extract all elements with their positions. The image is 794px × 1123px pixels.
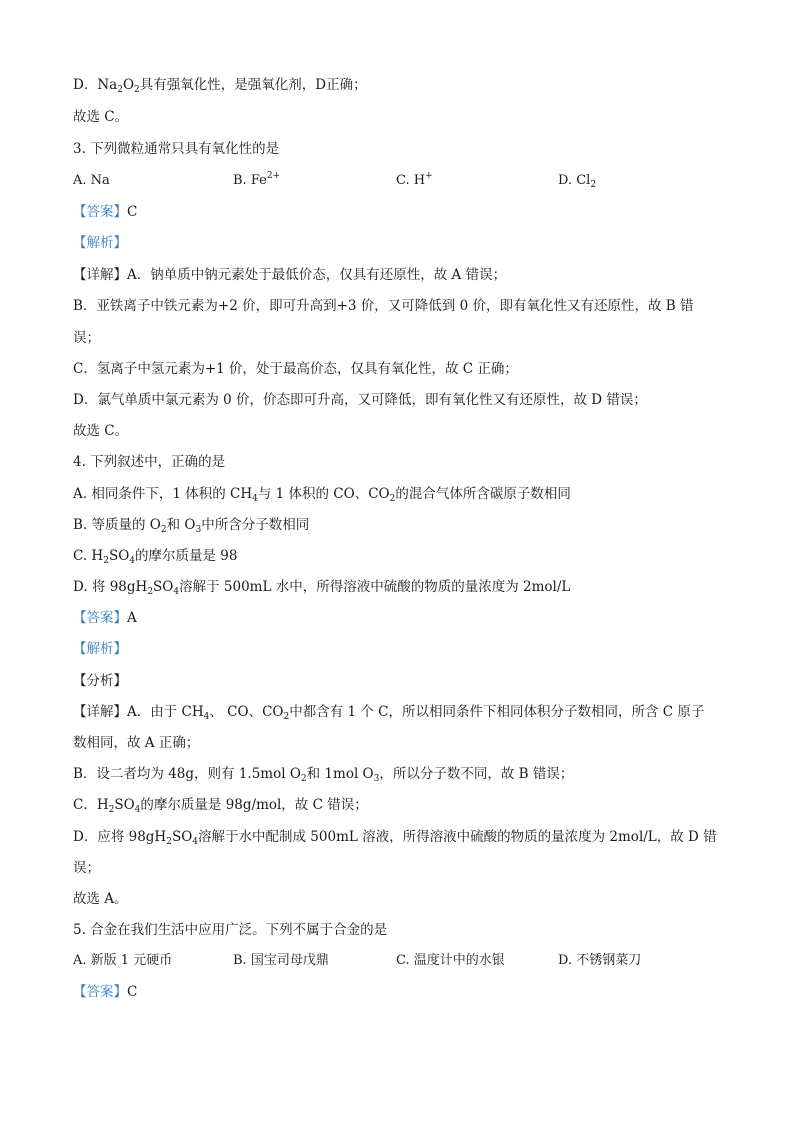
- q5-answer: 【答案】C: [73, 984, 138, 1000]
- q5-option-c: C. 温度计中的水银: [396, 953, 505, 968]
- answer-label: 【答案】: [73, 984, 127, 1000]
- q4-conclusion: 故选 A。: [73, 891, 128, 907]
- q3-detail-a: 【详解】A．钠单质中钠元素处于最低价态，仅具有还原性，故 A 错误；: [73, 267, 507, 283]
- answer-label: 【答案】: [73, 204, 127, 220]
- q4-option-a: A. 相同条件下，1 体积的 $CH_4$与 1 体积的 CO、$CO_2$的混合气体所含碳原子数相同: [73, 486, 571, 504]
- q3-stem: 3. 下列微粒通常只具有氧化性的是: [73, 141, 280, 157]
- q4-detail-d-line2: 误；: [73, 860, 100, 876]
- q3-option-a: A. Na: [73, 173, 110, 188]
- q4-option-b: B. 等质量的 $O_2$和 $O_3$中所含分子数相同: [73, 517, 310, 535]
- q5-option-b: B. 国宝司母戊鼎: [233, 953, 329, 968]
- q5-stem: 5. 合金在我们生活中应用广泛。下列不属于合金的是: [73, 922, 388, 938]
- q4-detail-c: C．$H_2SO_4$的摩尔质量是 98g/mol，故 C 错误；: [73, 797, 368, 815]
- q3-conclusion: 故选 C。: [73, 423, 129, 439]
- q4-detail-a-line1: 【详解】A．由于 $CH_4$、 CO、$CO_2$中都含有 1 个 C，所以相同条件下相同体积分子数相同，所含 C 原子: [73, 704, 705, 722]
- q5-option-a: A. 新版 1 元硬币: [73, 953, 173, 968]
- q4-detail-d-line1: D．应将 $98gH_2SO_4$溶解于水中配制成 500mL 溶液，所得溶液中硫酸的物质的量浓度为 2mol/L，故 D 错: [73, 829, 717, 847]
- answer-label: 【答案】: [73, 610, 127, 626]
- q3-detail-d: D．氯气单质中氯元素为 0 价，价态即可升高，又可降低，即有氧化性又有还原性，故 D 错误；: [73, 392, 647, 408]
- q2-option-d-explanation: D．$Na_2O_2$具有强氧化性，是强氧化剂，D正确；: [73, 77, 367, 95]
- q3-analysis-label: 【解析】: [73, 235, 127, 251]
- q4-answer: 【答案】A: [73, 610, 137, 626]
- q2-conclusion: 故选 C。: [73, 109, 129, 125]
- q4-option-d: D. 将 $98gH_2SO_4$溶解于 500mL 水中，所得溶液中硫酸的物质的量浓度为 2mol/L: [73, 579, 571, 597]
- q3-option-d: D. $Cl_2$: [558, 173, 597, 190]
- q4-fenxi-label: 【分析】: [73, 673, 127, 689]
- q3-detail-b-line2: 误；: [73, 330, 100, 346]
- q4-analysis-label: 【解析】: [73, 641, 127, 657]
- q3-detail-b-line1: B．亚铁离子中铁元素为+2 价，即可升高到+3 价，又可降低到 0 价，即有氧化性又有还原性，故 B 错: [73, 298, 694, 314]
- q5-option-d: D. 不锈钢菜刀: [558, 953, 642, 968]
- q3-answer: 【答案】C: [73, 204, 138, 220]
- q4-option-c: C. $H_2SO_4$的摩尔质量是 98: [73, 548, 238, 566]
- q3-option-b: B. $Fe^{2+}$: [233, 171, 281, 188]
- q3-option-c: C. H+: [396, 171, 433, 188]
- q4-detail-b: B．设二者均为 48g，则有 1.5mol $O_2$和 1mol $O_3$，所以分子数不同，故 B 错误；: [73, 766, 574, 784]
- q4-detail-a-line2: 数相同，故 A 正确；: [73, 735, 200, 751]
- q4-stem: 4. 下列叙述中，正确的是: [73, 454, 226, 470]
- q3-detail-c: C．氢离子中氢元素为+1 价，处于最高价态，仅具有氧化性，故 C 正确；: [73, 361, 518, 377]
